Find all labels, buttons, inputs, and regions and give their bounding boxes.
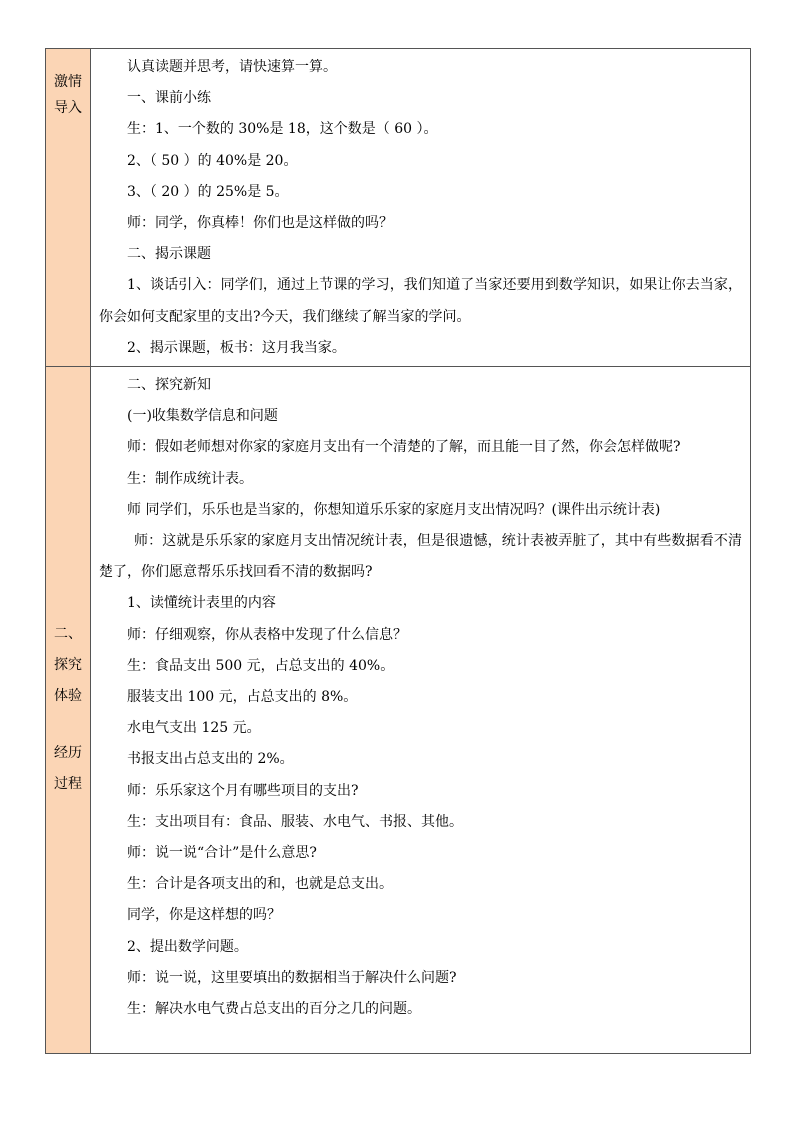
text-line: 师：同学，你真棒！你们也是这样做的吗？	[127, 215, 393, 232]
text-line: 师：这就是乐乐家的家庭月支出情况统计表，但是很遗憾，统计表被弄脏了，其中有些数据看不清楚了，你们愿意帮乐乐找回看不清的数据吗?	[99, 533, 742, 581]
text-line: 生：支出项目有：食品、服装、水电气、书报、其他。	[127, 813, 463, 830]
text-line: 2、提出数学问题。	[127, 938, 248, 955]
text-line: 生：解决水电气费占总支出的百分之几的问题。	[127, 1001, 421, 1018]
label-line: 二、	[54, 626, 82, 643]
text-line: 生：食品支出 500 元，占总支出的 40%。	[127, 657, 395, 674]
text-line: 生：合计是各项支出的和，也就是总支出。	[127, 876, 393, 893]
label-line: 导入	[54, 100, 82, 116]
label-line: 探究	[54, 657, 82, 674]
text-line: 师：假如老师想对你家的家庭月支出有一个清楚的了解，而且能一目了然，你会怎样做呢?	[127, 439, 681, 456]
text-line: 师 同学们，乐乐也是当家的，你想知道乐乐家的家庭月支出情况吗？(课件出示统计表)	[127, 501, 661, 518]
text-line: 3、（ 20 ）的 25%是 5。	[127, 183, 289, 200]
text-line: 生：制作成统计表。	[127, 470, 253, 487]
section-content-cell	[91, 49, 751, 367]
section-label	[46, 49, 90, 121]
text-line: 二、探究新知	[127, 377, 211, 394]
text-line: 水电气支出 125 元。	[127, 720, 261, 737]
section-row-explore	[46, 367, 751, 1054]
label-line: 激情	[54, 74, 82, 90]
text-line: 认真读题并思考，请快速算一算。	[127, 59, 337, 75]
text-line: 书报支出占总支出的 2%。	[127, 751, 294, 768]
text-line: 师：说一说“合计”是什么意思?	[127, 845, 317, 862]
text-line: 同学，你是这样想的吗？	[127, 907, 281, 924]
label-line: 经历	[54, 745, 82, 762]
text-line: (一)收集数学信息和问题	[127, 408, 278, 425]
text-line: 1、读懂统计表里的内容	[127, 595, 276, 612]
text-line: 二、揭示课题	[127, 246, 211, 263]
text-line: 服装支出 100 元，占总支出的 8%。	[127, 689, 358, 706]
text-line: 1、谈话引入：同学们，通过上节课的学习，我们知道了当家还要用到数学知识，如果让你去当家，你会如何支配家里的支出?今天，我们继续了解当家的学问。	[99, 277, 742, 325]
section-label	[46, 367, 90, 800]
section-row-intro	[46, 49, 751, 367]
text-line: 一、课前小练	[127, 90, 211, 107]
label-line: 体验	[54, 688, 82, 705]
text-line: 生：1、一个数的 30%是 18，这个数是（ 60 ）。	[127, 121, 438, 138]
lesson-plan-table	[45, 48, 751, 1054]
text-line: 2、（ 50 ）的 40%是 20。	[127, 152, 298, 169]
label-line: 过程	[54, 776, 82, 793]
section-content	[91, 367, 750, 1027]
section-label-cell	[46, 49, 91, 367]
section-content-cell	[91, 367, 751, 1054]
section-content	[91, 49, 750, 366]
text-line: 2、揭示课题，板书：这月我当家。	[127, 339, 346, 356]
text-line: 师：乐乐家这个月有哪些项目的支出?	[127, 782, 359, 799]
text-line: 师：仔细观察，你从表格中发现了什么信息？	[127, 626, 407, 643]
text-line: 师：说一说，这里要填出的数据相当于解决什么问题?	[127, 969, 457, 986]
section-label-cell	[46, 367, 91, 1054]
label-line	[46, 712, 90, 738]
